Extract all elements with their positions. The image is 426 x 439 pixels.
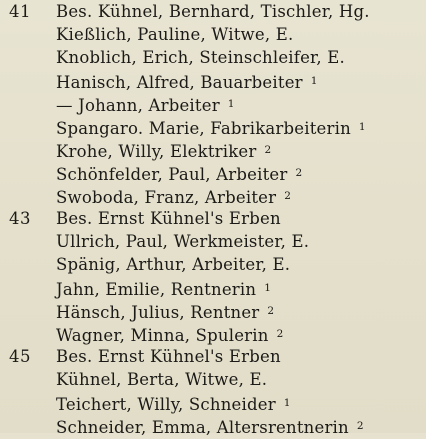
resident-line: Knoblich, Erich, Steinschleifer, E.: [56, 48, 345, 67]
resident-entry: [0, 415, 426, 437]
resident-entry: [0, 47, 426, 69]
resident-entry: [0, 323, 426, 345]
resident-text: Swoboda, Franz, Arbeiter: [56, 188, 277, 207]
resident-line: [56, 392, 291, 416]
resident-entry: [0, 116, 426, 138]
house-number: 41: [9, 2, 31, 21]
house-entry-45: [0, 346, 426, 368]
resident-entry: [0, 392, 426, 414]
floor-note: 2: [295, 167, 303, 179]
house-entry-41: [0, 1, 426, 23]
house-number: 45: [9, 347, 31, 366]
resident-entry: [0, 185, 426, 207]
resident-text: Schneider, Emma, Altersrentnerin: [56, 418, 349, 437]
owner-line: Bes. Kühnel, Bernhard, Tischler, Hg.: [56, 2, 370, 21]
resident-text: Spangaro. Marie, Fabrikarbeiterin: [56, 119, 351, 138]
resident-line: [56, 162, 302, 186]
owner-line: Bes. Ernst Kühnel's Erben: [56, 347, 281, 366]
floor-note: 2: [284, 190, 292, 202]
resident-entry: [0, 24, 426, 46]
floor-note: 1: [310, 75, 318, 87]
floor-note: 2: [264, 144, 272, 156]
resident-entry: [0, 277, 426, 299]
resident-text: Teichert, Willy, Schneider: [56, 395, 276, 414]
resident-text: Schönfelder, Paul, Arbeiter: [56, 165, 288, 184]
resident-line: [56, 185, 291, 209]
floor-note: 1: [283, 397, 291, 409]
resident-entry: [0, 231, 426, 253]
resident-line: Kühnel, Berta, Witwe, E.: [56, 370, 268, 389]
resident-text: Wagner, Minna, Spulerin: [56, 326, 269, 345]
resident-text: Jahn, Emilie, Rentnerin: [56, 280, 257, 299]
resident-entry: [0, 139, 426, 161]
resident-entry: [0, 300, 426, 322]
resident-line: [56, 277, 271, 301]
resident-line: [56, 323, 283, 347]
floor-note: 1: [358, 121, 366, 133]
resident-text: Hänsch, Julius, Rentner: [56, 303, 260, 322]
resident-line: Spänig, Arthur, Arbeiter, E.: [56, 255, 291, 274]
resident-text: Krohe, Willy, Elektriker: [56, 142, 257, 161]
floor-note: 2: [276, 328, 284, 340]
floor-note: 1: [264, 282, 272, 294]
resident-entry: [0, 162, 426, 184]
house-entry-43: [0, 208, 426, 230]
floor-note: 2: [356, 420, 364, 432]
floor-note: 1: [227, 98, 235, 110]
resident-entry: [0, 254, 426, 276]
owner-line: Bes. Ernst Kühnel's Erben: [56, 209, 281, 228]
resident-line: [56, 300, 274, 324]
resident-line: [56, 93, 235, 117]
floor-note: 2: [267, 305, 275, 317]
resident-line: [56, 139, 271, 163]
resident-text: — Johann, Arbeiter: [56, 96, 220, 115]
resident-line: [56, 415, 364, 439]
resident-text: Hanisch, Alfred, Bauarbeiter: [56, 73, 303, 92]
house-number: 43: [9, 209, 31, 228]
resident-line: Ullrich, Paul, Werkmeister, E.: [56, 232, 310, 251]
resident-entry: [0, 93, 426, 115]
resident-entry: [0, 70, 426, 92]
resident-entry: [0, 369, 426, 391]
resident-line: [56, 70, 318, 94]
resident-line: [56, 116, 366, 140]
resident-line: Kießlich, Pauline, Witwe, E.: [56, 25, 294, 44]
